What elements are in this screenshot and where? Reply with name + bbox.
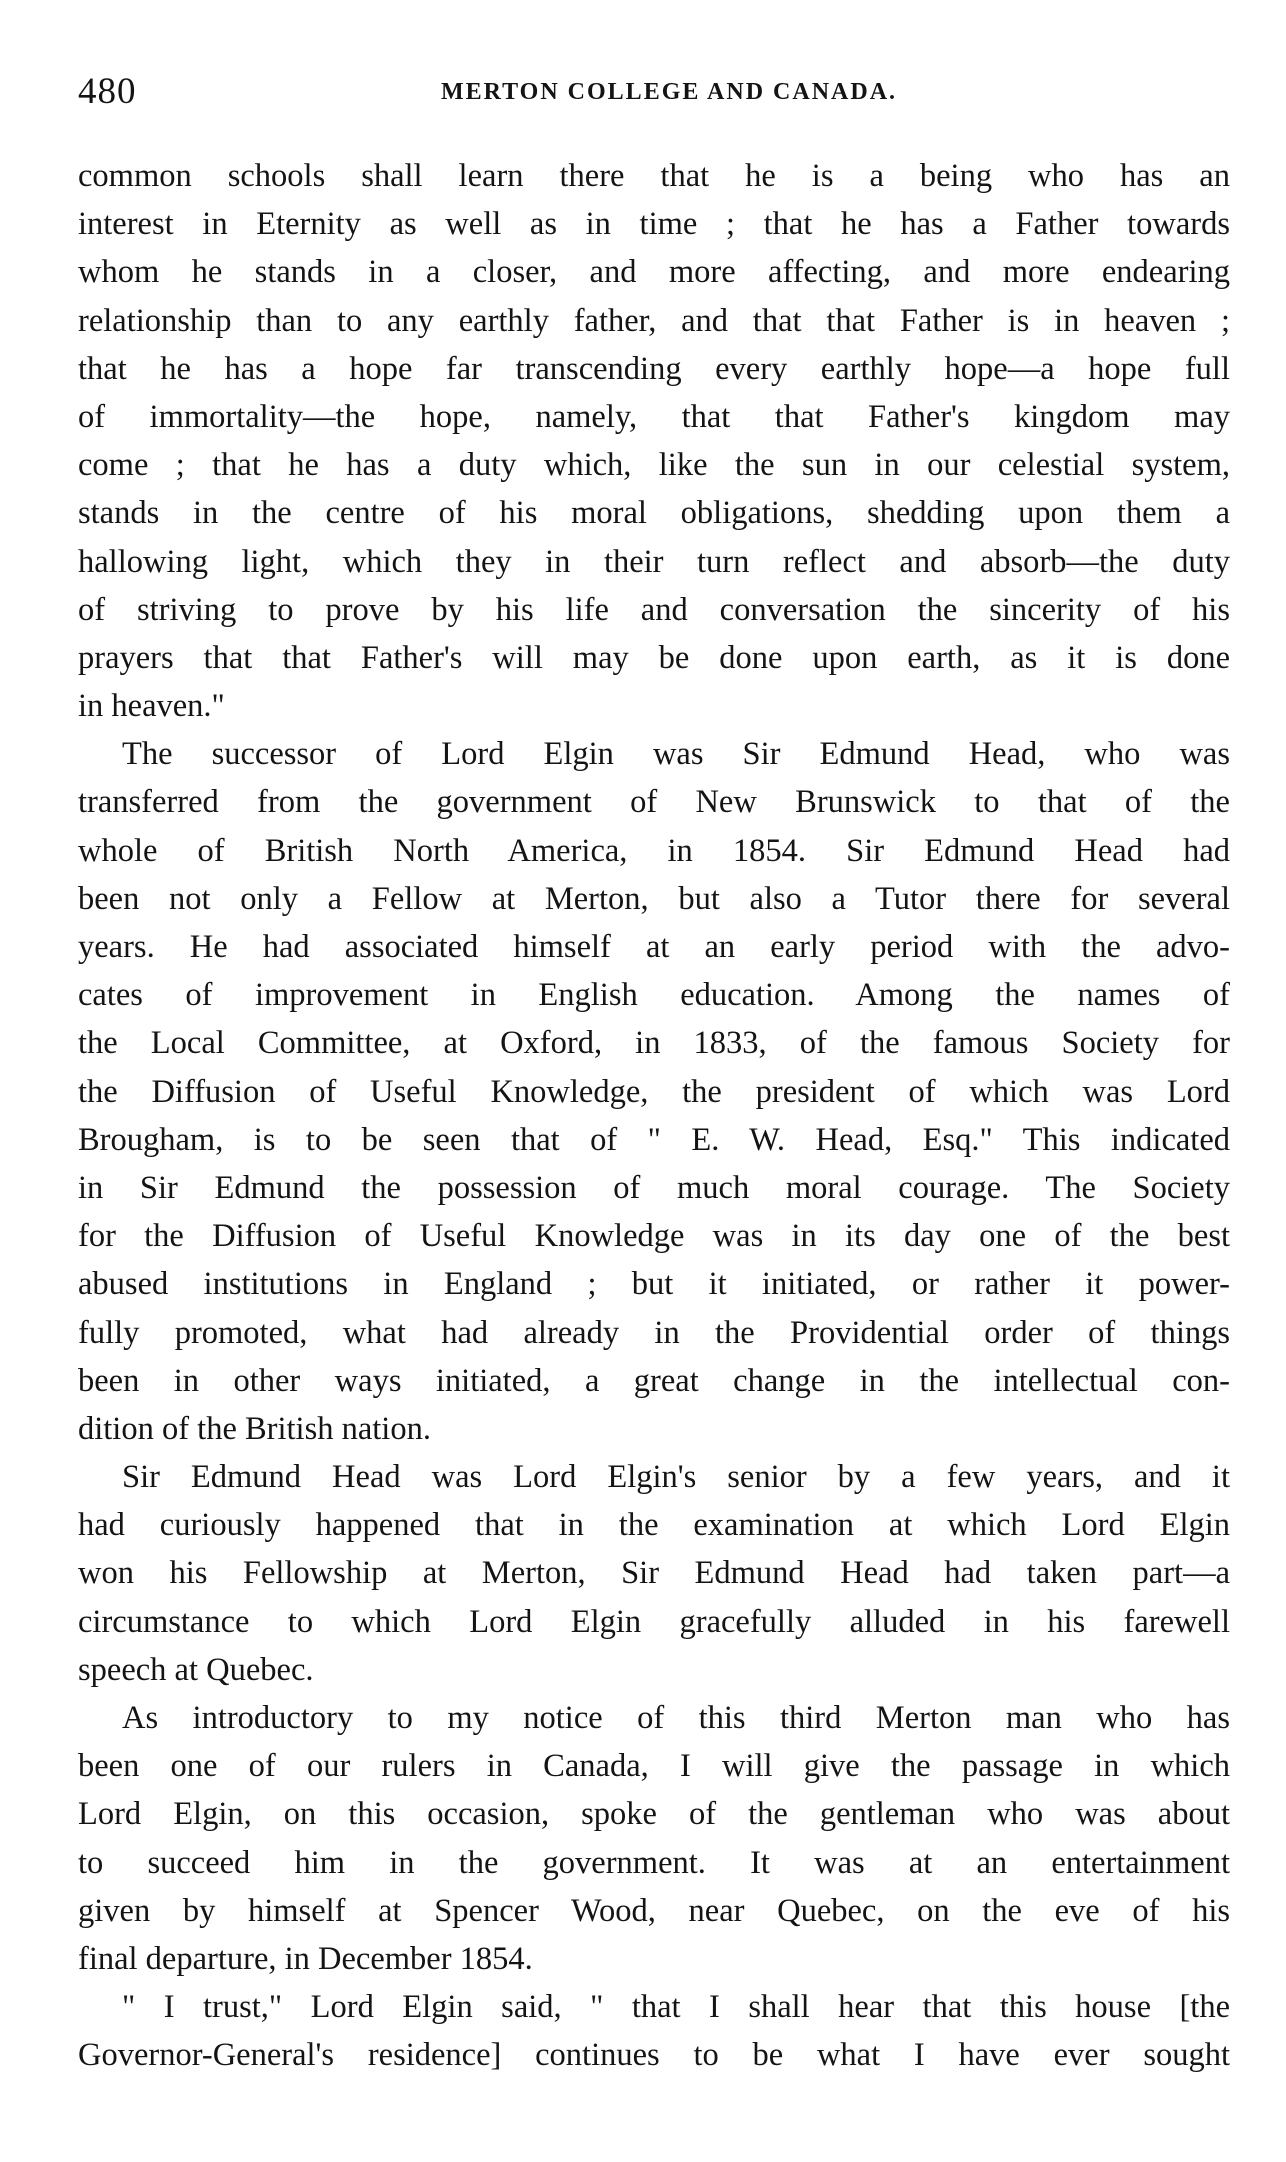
text-line: cates of improvement in English education. Among the names of bbox=[78, 977, 1230, 1014]
paragraph bbox=[78, 1983, 1230, 2079]
text-line: transferred from the government of New Brunswick to that of the bbox=[78, 784, 1230, 821]
text-line: abused institutions in England ; but it initiated, or rather it power- bbox=[78, 1266, 1230, 1303]
page-number: 480 bbox=[78, 71, 137, 112]
text-line: Sir Edmund Head was Lord Elgin's senior by a few years, and it bbox=[122, 1459, 1230, 1496]
text-line: speech at Quebec. bbox=[78, 1651, 314, 1688]
text-line: been one of our rulers in Canada, I will give the passage in which bbox=[78, 1748, 1230, 1785]
text-line: the Local Committee, at Oxford, in 1833, of the famous Society for bbox=[78, 1025, 1230, 1062]
paragraph bbox=[78, 1694, 1230, 1983]
text-line: been in other ways initiated, a great change in the intellectual con- bbox=[78, 1362, 1230, 1399]
book-page bbox=[78, 66, 1230, 2080]
text-line: circumstance to which Lord Elgin gracefully alluded in his farewell bbox=[78, 1603, 1230, 1640]
text-line: of striving to prove by his life and conversation the sincerity of his bbox=[78, 591, 1230, 628]
text-line: been not only a Fellow at Merton, but also a Tutor there for several bbox=[78, 880, 1230, 917]
text-line: in heaven." bbox=[78, 688, 225, 725]
text-line: in Sir Edmund the possession of much moral courage. The Society bbox=[78, 1169, 1230, 1206]
text-line: common schools shall learn there that he is a being who has an bbox=[78, 158, 1230, 194]
text-line: Brougham, is to be seen that of " E. W. Head, Esq." This indicated bbox=[78, 1121, 1230, 1158]
text-line: given by himself at Spencer Wood, near Quebec, on the eve of his bbox=[78, 1892, 1230, 1929]
text-line: hallowing light, which they in their turn reflect and absorb—the duty bbox=[78, 543, 1230, 580]
paragraph bbox=[78, 1453, 1230, 1694]
text-line: fully promoted, what had already in the Providential order of things bbox=[78, 1314, 1230, 1351]
text-line: the Diffusion of Useful Knowledge, the president of which was Lord bbox=[78, 1073, 1230, 1110]
text-line: As introductory to my notice of this third Merton man who has bbox=[122, 1700, 1230, 1736]
text-line: won his Fellowship at Merton, Sir Edmund Head had taken part—a bbox=[78, 1555, 1230, 1592]
text-line: whole of British North America, in 1854. Sir Edmund Head had bbox=[78, 832, 1230, 869]
text-line: had curiously happened that in the examination at which Lord Elgin bbox=[78, 1507, 1230, 1544]
text-line: come ; that he has a duty which, like the sun in our celestial system, bbox=[78, 447, 1230, 484]
text-line: to succeed him in the government. It was at an entertainment bbox=[78, 1844, 1230, 1881]
paragraph bbox=[78, 152, 1230, 730]
text-line: whom he stands in a closer, and more affecting, and more endearing bbox=[78, 254, 1230, 291]
text-line: dition of the British nation. bbox=[78, 1410, 431, 1447]
text-line: years. He had associated himself at an early period with the advo- bbox=[78, 929, 1230, 965]
text-line: Lord Elgin, on this occasion, spoke of the gentleman who was about bbox=[78, 1796, 1230, 1833]
text-line: of immortality—the hope, namely, that that Father's kingdom may bbox=[78, 398, 1230, 435]
text-line: The successor of Lord Elgin was Sir Edmund Head, who was bbox=[122, 736, 1230, 773]
body-text bbox=[78, 152, 1230, 2080]
text-line: final departure, in December 1854. bbox=[78, 1940, 533, 1977]
text-line: interest in Eternity as well as in time ; that he has a Father towards bbox=[78, 206, 1230, 243]
running-head bbox=[78, 66, 1230, 126]
text-line: " I trust," Lord Elgin said, " that I shall hear that this house [the bbox=[122, 1989, 1230, 2026]
text-line: for the Diffusion of Useful Knowledge was in its day one of the best bbox=[78, 1218, 1230, 1255]
text-line: Governor-General's residence] continues to be what I have ever sought bbox=[78, 2037, 1230, 2074]
text-line: stands in the centre of his moral obligations, shedding upon them a bbox=[78, 495, 1230, 532]
paragraph bbox=[78, 730, 1230, 1453]
text-line: relationship than to any earthly father, and that that Father is in heaven ; bbox=[78, 302, 1230, 339]
text-line: prayers that that Father's will may be done upon earth, as it is done bbox=[78, 639, 1230, 676]
text-line: that he has a hope far transcending every earthly hope—a hope full bbox=[78, 350, 1230, 387]
running-title: MERTON COLLEGE AND CANADA. bbox=[440, 79, 898, 105]
